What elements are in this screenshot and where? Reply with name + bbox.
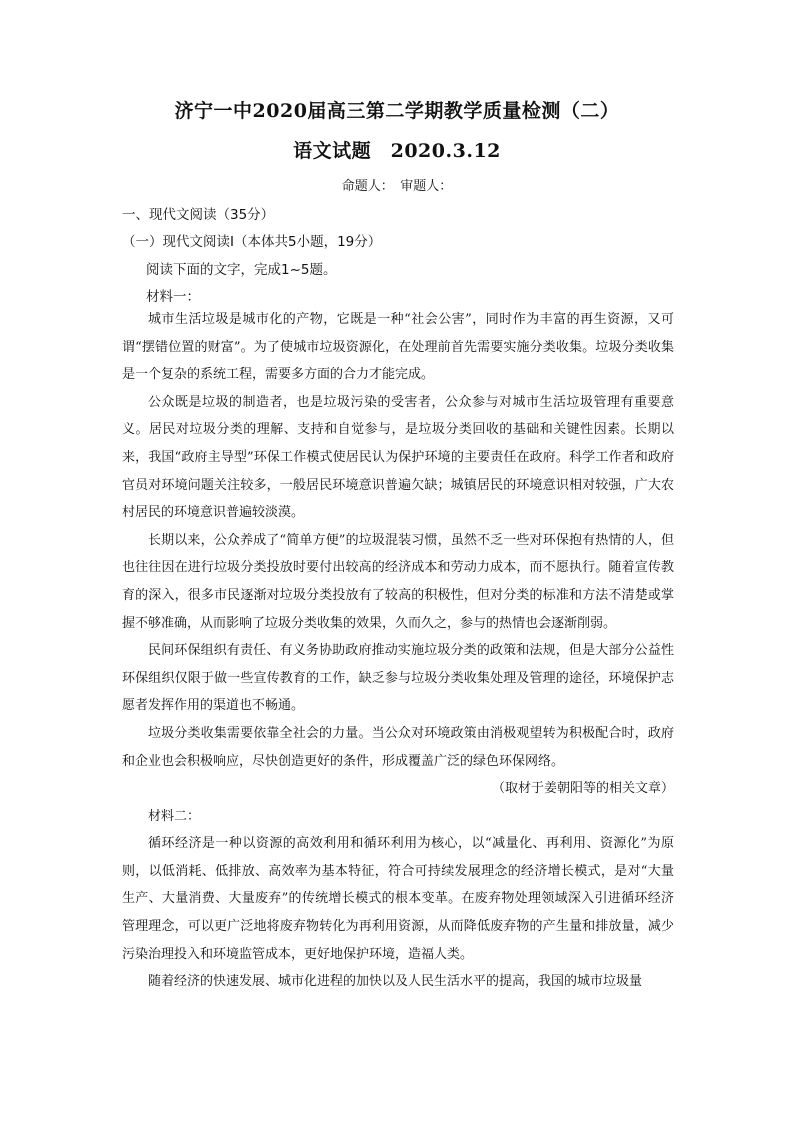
- material2-paragraph-1: 循环经济是一种以资源的高效利用和循环利用为核心，以“减量化、再利用、资源化”为原则，以低消耗、低排放、高效率为基本特征，符合可持续发展理念的经济增长模式，是对“大量生产、大量消费、大量废弃”的传统增长模式的根本变革。在废弃物处理领域深入引进循环经济管理理念，可以更广泛地将废弃物转化为再利用资源，从而降低废弃物的产生量和排放量，减少污染治理投入和环境监管成本，更好地保护环境，造福人类。: [122, 836, 674, 962]
- material1-paragraph-5: 垃圾分类收集需要依靠全社会的力量。当公众对环境政策由消极观望转为积极配合时，政府和企业也会积极响应，尽快创造更好的条件，形成覆盖广泛的绿色环保网络。: [122, 725, 674, 769]
- exam-title: 济宁一中2020届高三第二学期教学质量检测（二）: [174, 100, 620, 122]
- material1-paragraph-4: 民间环保组织有责任、有义务协助政府推动实施垃圾分类的政策和法规，但是大部分公益性环保组织仅限于做一些宣传教育的工作，缺乏参与垃圾分类收集处理及管理的途径，环境保护志愿者发挥作用的渠道也不畅通。: [122, 643, 674, 714]
- section-heading-part1-1: （一）现代文阅读Ⅰ（本体共5小题，19分）: [122, 234, 382, 250]
- exam-subtitle: 语文试题 2020.3.12: [293, 140, 501, 162]
- article-body: [122, 306, 674, 996]
- material2-paragraph-2: 随着经济的快速发展、城市化进程的加快以及人民生活水平的提高，我国的城市垃圾量: [148, 974, 643, 990]
- material1-paragraph-2: 公众既是垃圾的制造者，也是垃圾污染的受害者，公众参与对城市生活垃圾管理有重要意义。居民对垃圾分类的理解、支持和自觉参与，是垃圾分类回收的基础和关键性因素。长期以来，我国“政府主导型”环保工作模式使居民认为保护环境的主要责任在政府。科学工作者和政府官员对环境问题关注较多，一般居民环境意识普遍欠缺；城镇居民的环境意识相对较强，广大农村居民的环境意识普遍较淡漠。: [122, 394, 674, 521]
- material1-paragraph-3: 长期以来，公众养成了“简单方便”的垃圾混装习惯，虽然不乏一些对环保抱有热情的人，但也往往因在进行垃圾分类投放时要付出较高的经济成本和劳动力成本，而不愿执行。随着宣传教育的深入，很多市民逐渐对垃圾分类投放有了较高的积极性，但对分类的标准和方法不清楚或掌握不够准确，从而影响了垃圾分类收集的效果，久而久之，参与的热情也会逐渐削弱。: [122, 532, 674, 631]
- author-line: 命题人： 审题人：: [341, 179, 453, 194]
- material1-label: 材料一：: [146, 289, 200, 305]
- section-heading-part1: 一、现代文阅读（35分）: [122, 207, 275, 223]
- reading-instruction: 阅读下面的文字，完成1~5题。: [146, 262, 337, 278]
- material1-paragraph-1: 城市生活垃圾是城市化的产物，它既是一种“社会公害”，同时作为丰富的再生资源，又可谓“摆错位置的财富”。为了使城市垃圾资源化，在处理前首先需要实施分类收集。垃圾分类收集是一个复杂的系统工程，需要多方面的合力才能完成。: [122, 312, 674, 383]
- material1-source: （取材于姜朝阳等的相关文章）: [491, 781, 674, 797]
- material2-label: 材料二：: [148, 808, 201, 824]
